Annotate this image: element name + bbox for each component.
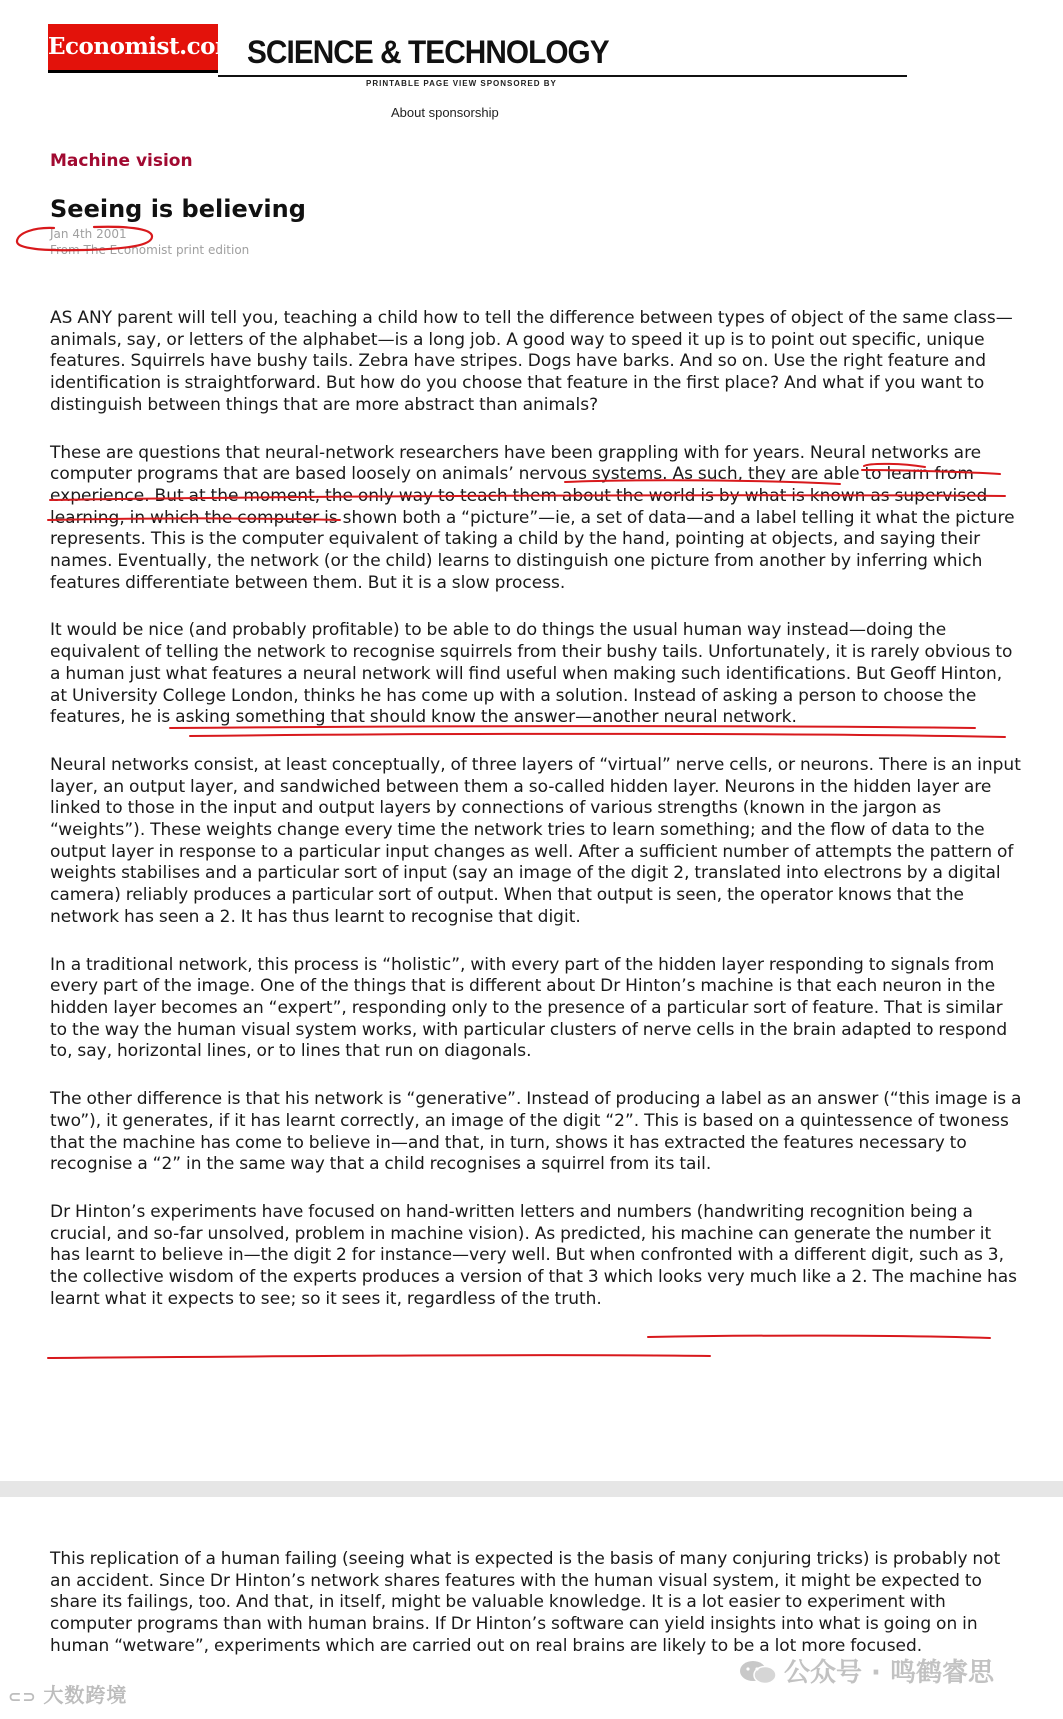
section-title: SCIENCE & TECHNOLOGY [247, 34, 609, 70]
chain-icon: ⊂⊃ [8, 1687, 44, 1706]
paragraph-1: AS ANY parent will tell you, teaching a child how to tell the difference between types of object of the same class—animals, say, or letters of the alphabet—is a long job. A good way to speed it up is to point out specific, unique features. Squirrels have bushy tails. Zebra have stripes. Dogs have barks. And so on. Use the right feature and identification is straightforward. But how do you choose that feature in the first place? And what if you want to distinguish between things that are more abstract than animals? [50, 308, 1013, 415]
watermark-right: 公众号 · 鸣鹤睿思 [738, 1652, 994, 1689]
article-body [50, 308, 1022, 1336]
page-break-band [0, 1481, 1063, 1497]
article-kicker: Machine vision [50, 151, 193, 171]
paragraph-8: This replication of a human failing (seeing what is expected is the basis of many conjuring tricks) is probably not an accident. Since Dr Hinton’s network shares features with the human visual system, it might be expected to share its failings, too. And that, in itself, might be valuable knowledge. It is a lot easier to experiment with computer programs than with human brains. If Dr Hinton’s software can yield insights into what is going on in human “wetware”, experiments which are carried out on real brains are likely to be a lot more focused. [50, 1549, 1001, 1656]
sponsor-note: PRINTABLE PAGE VIEW SPONSORED BY [366, 79, 557, 88]
logo-underline [48, 70, 218, 73]
article-date: Jan 4th 2001 [50, 227, 127, 241]
underline-digit-two [48, 1355, 710, 1358]
article-continuation [50, 1549, 1022, 1658]
paragraph-5: In a traditional network, this process is “holistic”, with every part of the hidden layer responding to signals from every part of the image. One of the things that is different about Dr Hinton’s machine is that each neuron in the hidden layer becomes an “expert”, responding only to the presence of a particular sort of feature. That is similar to the way the human visual system works, with particular clusters of nerve cells in the brain adapted to respond to, say, horizontal lines, or to lines that run on diagonals. [50, 954, 1008, 1062]
print-edition-note: From The Economist print edition [50, 243, 250, 257]
masthead [48, 24, 860, 94]
paragraph-7: Dr Hinton’s experiments have focused on hand-written letters and numbers (handwriting recognition being a crucial, and so-far unsolved, problem in machine vision). As predicted, his machine can generate the number it has learnt to believe in—the digit 2 for instance—very well. But when confronted with a different digit, such as 3, the collective wisdom of the experts produces a version of that 3 which looks very much like a 2. The machine has learnt what it expects to see; so it sees it, regardless of the truth. [50, 1201, 1018, 1309]
date-circle-annotation [14, 224, 156, 254]
economist-logo[interactable]: Economist.com [48, 24, 218, 70]
section-rule [218, 75, 907, 77]
watermark-left: ⊂⊃ 大数跨境 [8, 1683, 128, 1707]
paragraph-4: Neural networks consist, at least conceptually, of three layers of “virtual” nerve cells, or neurons. There is an input layer, an output layer, and sandwiched between them a so-called hidden layer. Neurons in the hidden layer are linked to those in the input and output layers by connections of various strengths (known in the jargon as “weights”). These weights change every time the network tries to learn something; and the flow of data to the output layer in response to a particular input changes as well. After a sufficient number of attempts the pattern of weights stabilises and a particular sort of input (say an image of the digit 2, translated into electrons by a digital camera) reliably produces a particular sort of output. When that output is seen, the operator knows that the network has seen a 2. It has thus learnt to recognise that digit. [50, 754, 1021, 927]
paragraph-3: It would be nice (and probably profitable) to be able to do things the usual human way instead—doing the equivalent of telling the network to recognise squirrels from their bushy tails. Unfortunately, it is rarely obvious to a human just what features a neural network will find useful when making such identifications. But Geoff Hinton, at University College London, thinks he has come up with a solution. Instead of asking a person to choose the features, he is asking something that should know the answer—another neural network. [50, 620, 1013, 728]
paragraph-6: The other difference is that his network is “generative”. Instead of producing a label as an answer (“this image is a two”), it generates, if it has learnt correctly, an image of the digit “2”. This is based on a quintessence of twoness that the machine has come to believe in—and that, in turn, shows it has extracted the features necessary to recognise a “2” in the same way that a child recognises a squirrel from its tail. [50, 1089, 1022, 1175]
article-headline: Seeing is believing [50, 195, 306, 223]
wechat-icon [738, 1659, 778, 1685]
about-sponsorship-link[interactable]: About sponsorship [391, 105, 499, 120]
paragraph-2: These are questions that neural-network researchers have been grappling with for years. Neural networks are computer programs that are based loosely on animals’ nervous systems. As such, they are able to learn from experience. But at the moment, the only way to teach them about the world is by what is known as supervised learning, in which the computer is shown both a “picture”—ie, a set of data—and a label telling it what the picture represents. This is the computer equivalent of taking a child by the hand, pointing at objects, and saying their names. Eventually, the network (or the child) learns to distinguish one picture from another by inferring which features differentiate between them. But it is a slow process. [50, 442, 1015, 593]
